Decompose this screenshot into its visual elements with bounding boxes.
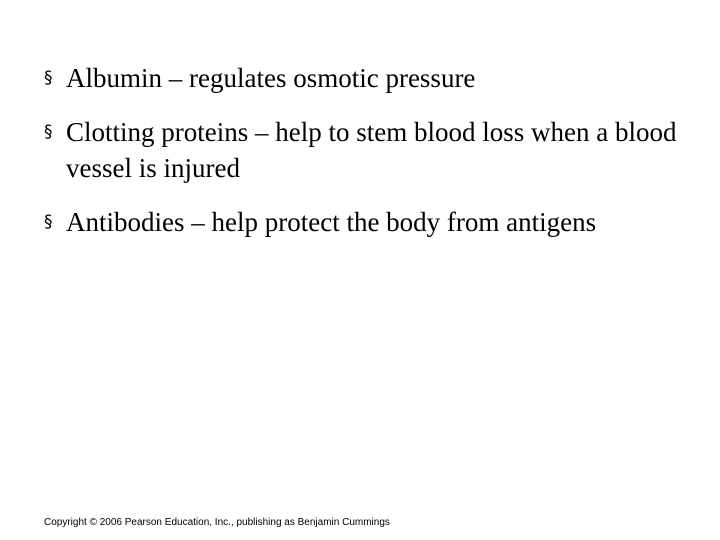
bullet-text: Albumin – regulates osmotic pressure	[66, 63, 476, 93]
bullet-item-clotting-proteins	[44, 114, 684, 186]
section-sign-bullet-icon: §	[44, 122, 53, 142]
bullet-text: Clotting proteins – help to stem blood loss when a blood vessel is injured	[66, 117, 677, 183]
bullet-item-antibodies	[44, 204, 684, 240]
section-sign-bullet-icon: §	[44, 68, 53, 88]
bullet-item-albumin	[44, 60, 684, 96]
section-sign-bullet-icon: §	[44, 212, 53, 232]
bullet-list	[44, 60, 684, 258]
copyright-footer: Copyright © 2006 Pearson Education, Inc., publishing as Benjamin Cummings	[44, 517, 390, 528]
bullet-text: Antibodies – help protect the body from antigens	[66, 207, 597, 237]
